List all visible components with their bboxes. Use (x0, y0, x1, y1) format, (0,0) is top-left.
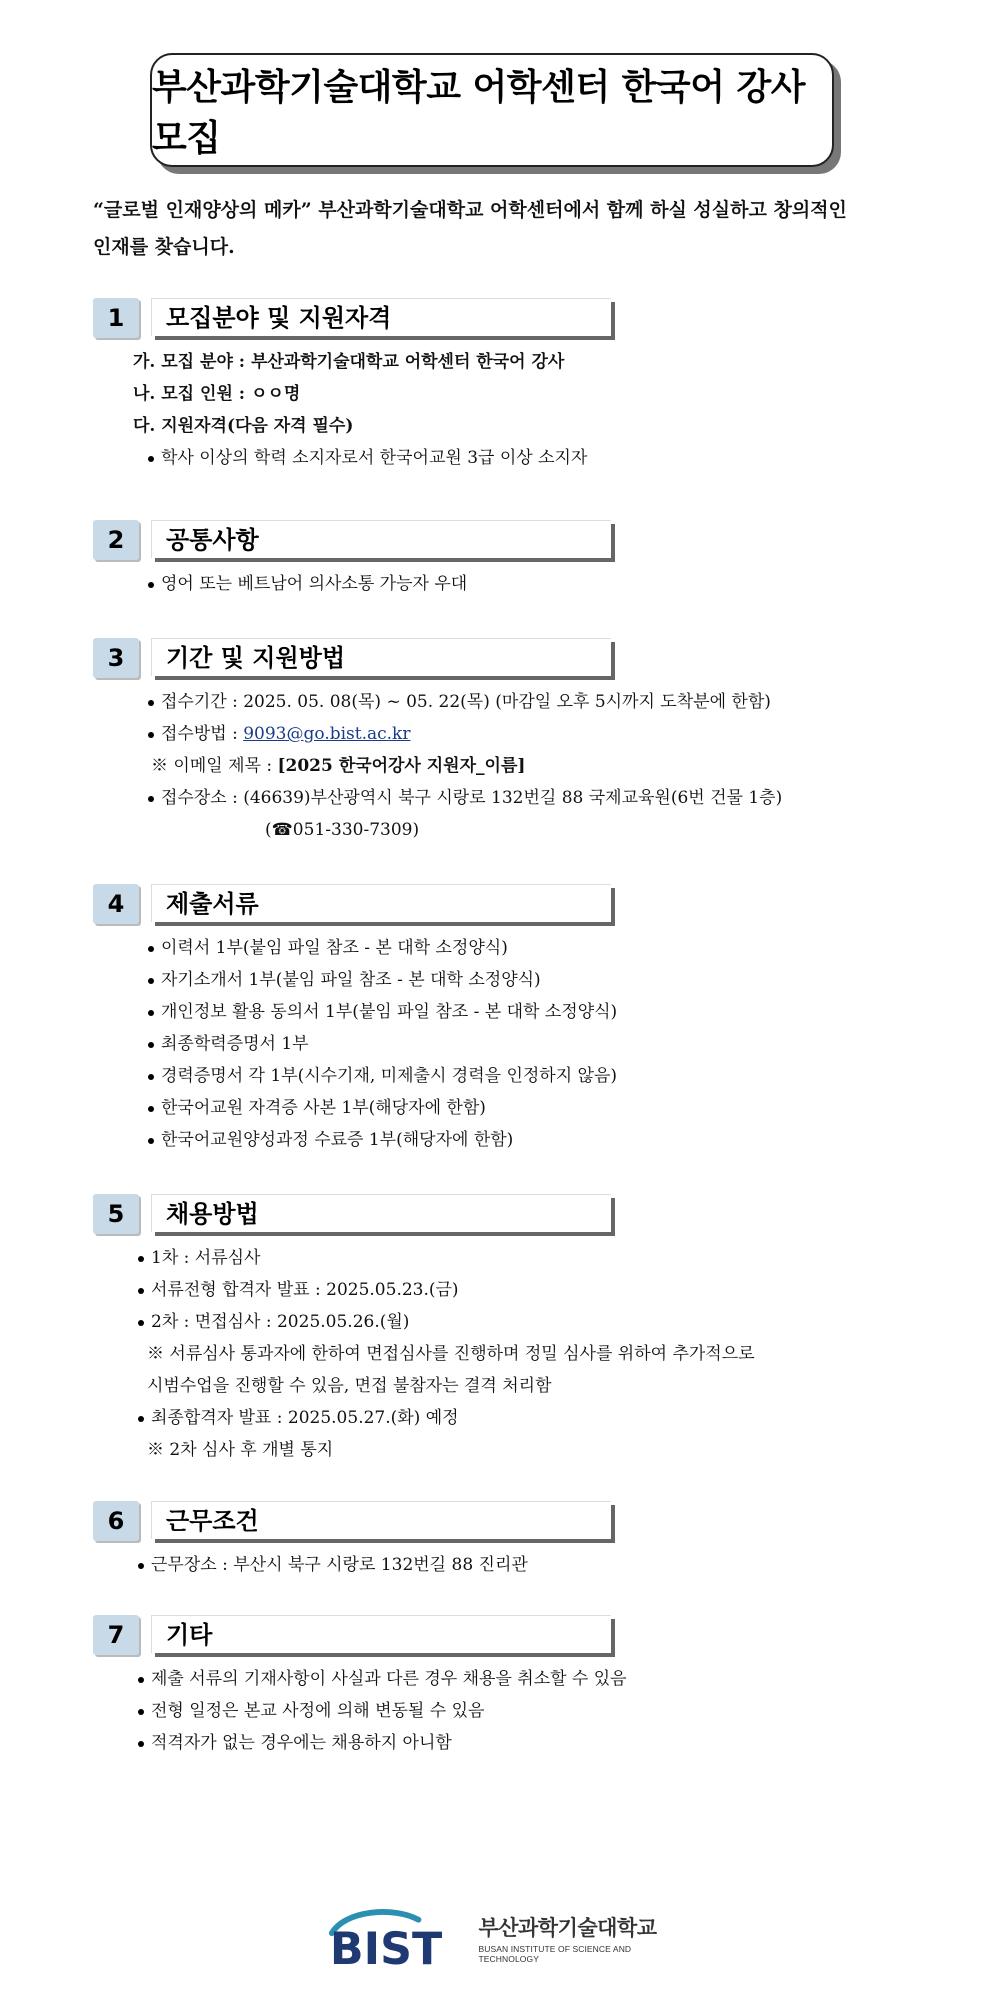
section-number: 5 (93, 1194, 139, 1234)
list-item: 이력서 1부(붙임 파일 참조 - 본 대학 소정양식) (93, 932, 913, 964)
section-header (93, 1611, 913, 1659)
email-link[interactable]: 9093@go.bist.ac.kr (243, 724, 411, 744)
list-item: 다. 지원자격(다음 자격 필수) (133, 416, 354, 436)
list-item: 근무장소 : 부산시 북구 시랑로 132번길 88 진리관 (93, 1549, 913, 1581)
list-item: 최종학력증명서 1부 (93, 1028, 913, 1060)
section-header (93, 1497, 913, 1545)
list-item: 경력증명서 각 1부(시수기재, 미제출시 경력을 인정하지 않음) (93, 1060, 913, 1092)
section-title: 채용방법 (151, 1194, 611, 1232)
list-item: 접수기간 : 2025. 05. 08(목) ~ 05. 22(목) (마감일 오후 5시까지 도착분에 한함) (93, 686, 913, 718)
intro-line-1: “글로벌 인재양상의 메카” 부산과학기술대학교 어학센터에서 함께 하실 성실하고 창의적인 (93, 199, 847, 221)
list-item: 자기소개서 1부(붙임 파일 참조 - 본 대학 소정양식) (93, 964, 913, 996)
logo-english-name: BUSAN INSTITUTE OF SCIENCE AND TECHNOLOGY (478, 1944, 632, 1964)
section-number: 6 (93, 1501, 139, 1541)
section-header (93, 516, 913, 564)
university-logo (326, 1903, 686, 1973)
section-number: 3 (93, 638, 139, 678)
phone-line: (☎051-330-7309) (265, 820, 420, 840)
list-item: 서류전형 합격자 발표 : 2025.05.23.(금) (93, 1274, 913, 1306)
section-number: 7 (93, 1615, 139, 1655)
list-item: 전형 일정은 본교 사정에 의해 변동될 수 있음 (93, 1695, 913, 1727)
section-title: 기타 (151, 1615, 611, 1653)
logo-korean-name: 부산과학기술대학교 (478, 1916, 657, 1940)
section-1 (93, 294, 913, 474)
section-number: 1 (93, 298, 139, 338)
list-item: 영어 또는 베트남어 의사소통 가능자 우대 (93, 568, 913, 600)
section-title: 공통사항 (151, 520, 611, 558)
intro-line-2: 인재를 찾습니다. (93, 236, 235, 258)
section-4 (93, 880, 913, 1156)
section-title: 기간 및 지원방법 (151, 638, 611, 676)
note-line: 시범수업을 진행할 수 있음, 면접 불참자는 결격 처리함 (147, 1376, 552, 1396)
section-title: 제출서류 (151, 884, 611, 922)
section-7 (93, 1611, 913, 1759)
list-item (93, 750, 913, 782)
list-item: 제출 서류의 기재사항이 사실과 다른 경우 채용을 취소할 수 있음 (93, 1663, 913, 1695)
list-item: 가. 모집 분야 : 부산과학기술대학교 어학센터 한국어 강사 (133, 352, 565, 372)
section-3 (93, 634, 913, 846)
section-5 (93, 1190, 913, 1466)
section-number: 2 (93, 520, 139, 560)
list-item: 학사 이상의 학력 소지자로서 한국어교원 3급 이상 소지자 (93, 442, 913, 474)
section-number: 4 (93, 884, 139, 924)
list-item: 1차 : 서류심사 (93, 1242, 913, 1274)
list-item: 한국어교원양성과정 수료증 1부(해당자에 한함) (93, 1124, 913, 1156)
section-header (93, 1190, 913, 1238)
list-item: 나. 모집 인원 : ㅇㅇ명 (133, 384, 301, 404)
note-line: ※ 2차 심사 후 개별 통지 (147, 1440, 334, 1460)
section-header (93, 294, 913, 342)
list-item: 접수장소 : (46639)부산광역시 북구 시랑로 132번길 88 국제교육원(6번 건물 1층) (93, 782, 913, 814)
section-header (93, 880, 913, 928)
section-6 (93, 1497, 913, 1581)
list-item (93, 718, 913, 750)
list-item: 최종합격자 발표 : 2025.05.27.(화) 예정 (93, 1402, 913, 1434)
section-2 (93, 516, 913, 600)
logo-mark-text: BIST (329, 1924, 443, 1973)
email-subject-label: ※ 이메일 제목 : (151, 756, 278, 776)
title-box (150, 53, 834, 167)
submission-method-label: 접수방법 : (161, 724, 244, 744)
note-line: ※ 서류심사 통과자에 한하여 면접심사를 진행하며 정밀 심사를 위하여 추가적으로 (147, 1344, 755, 1364)
list-item: 한국어교원 자격증 사본 1부(해당자에 한함) (93, 1092, 913, 1124)
bist-logo-icon (326, 1903, 470, 1973)
list-item: 개인정보 활용 동의서 1부(붙임 파일 참조 - 본 대학 소정양식) (93, 996, 913, 1028)
list-item: 적격자가 없는 경우에는 채용하지 아니함 (93, 1727, 913, 1759)
email-subject-value: [2025 한국어강사 지원자_이름] (277, 756, 526, 776)
intro-text (93, 192, 913, 266)
section-header (93, 634, 913, 682)
section-title: 모집분야 및 지원자격 (151, 298, 611, 336)
page-title: 부산과학기술대학교 어학센터 한국어 강사 모집 (152, 67, 806, 159)
list-item: 2차 : 면접심사 : 2025.05.26.(월) (93, 1306, 913, 1338)
section-title: 근무조건 (151, 1501, 611, 1539)
